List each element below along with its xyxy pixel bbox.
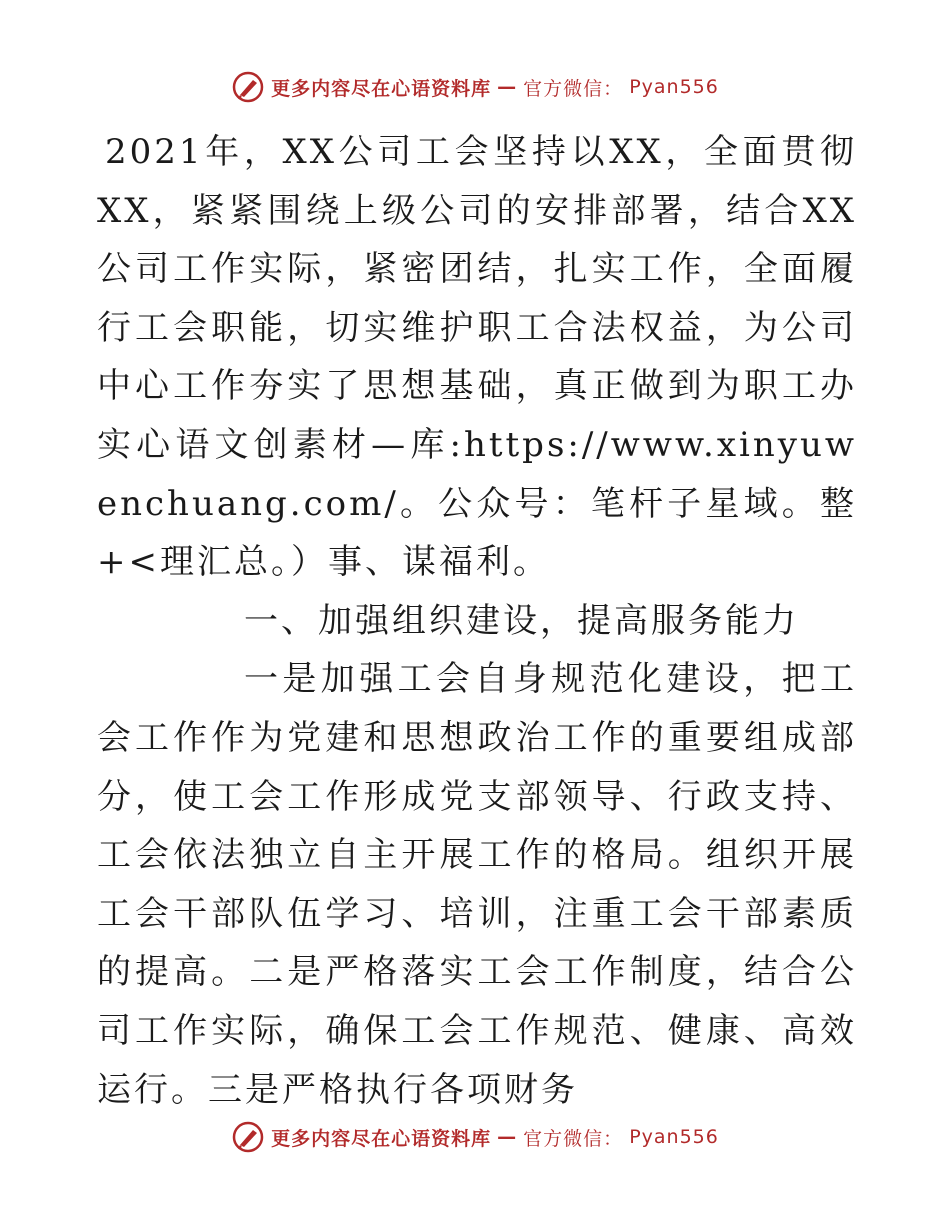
- watermark-library-text: 更多内容尽在心语资料库: [271, 77, 492, 100]
- paragraph-intro: 2021年，XX公司工会坚持以XX，全面贯彻XX，紧紧围绕上级公司的安排部署，结合XX公司工作实际，紧密团结，扎实工作，全面履行工会职能，切实维护职工合法权益，为公司中心工作夯实了思想基础，真正做到为职工办实心语文创素材—库:https://www.xinyuwenchuang.com/。公众号：笔杆子星域。整+<理汇总。）事、谋福利。: [97, 132, 857, 583]
- pen-logo-icon: [231, 70, 265, 104]
- watermark-dash: —: [497, 1126, 518, 1148]
- paragraph-section-1: 一是加强工会自身规范化建设，把工会工作作为党建和思想政治工作的重要组成部分，使工会工作形成党支部领导、行政支持、工会依法独立自主开展工作的格局。组织开展工会干部队伍学习、培训，注重工会干部素质的提高。二是严格落实工会工作制度，结合公司工作实际，确保工会工作规范、健康、高效运行。三是严格执行各项财务: [97, 659, 857, 1110]
- pen-logo-icon: [231, 1120, 265, 1154]
- document-body: [97, 123, 857, 1119]
- watermark-dash: —: [497, 76, 518, 98]
- watermark-wechat-label: 官方微信：: [523, 77, 624, 100]
- footer-watermark: [0, 1120, 950, 1154]
- watermark-library-text: 更多内容尽在心语资料库: [271, 1127, 492, 1150]
- section-heading: 一、加强组织建设，提高服务能力: [244, 600, 799, 641]
- watermark-wechat-id: Pyan556: [629, 76, 719, 98]
- header-watermark: [0, 70, 950, 104]
- watermark-wechat-id: Pyan556: [629, 1126, 719, 1148]
- watermark-wechat-label: 官方微信：: [523, 1127, 624, 1150]
